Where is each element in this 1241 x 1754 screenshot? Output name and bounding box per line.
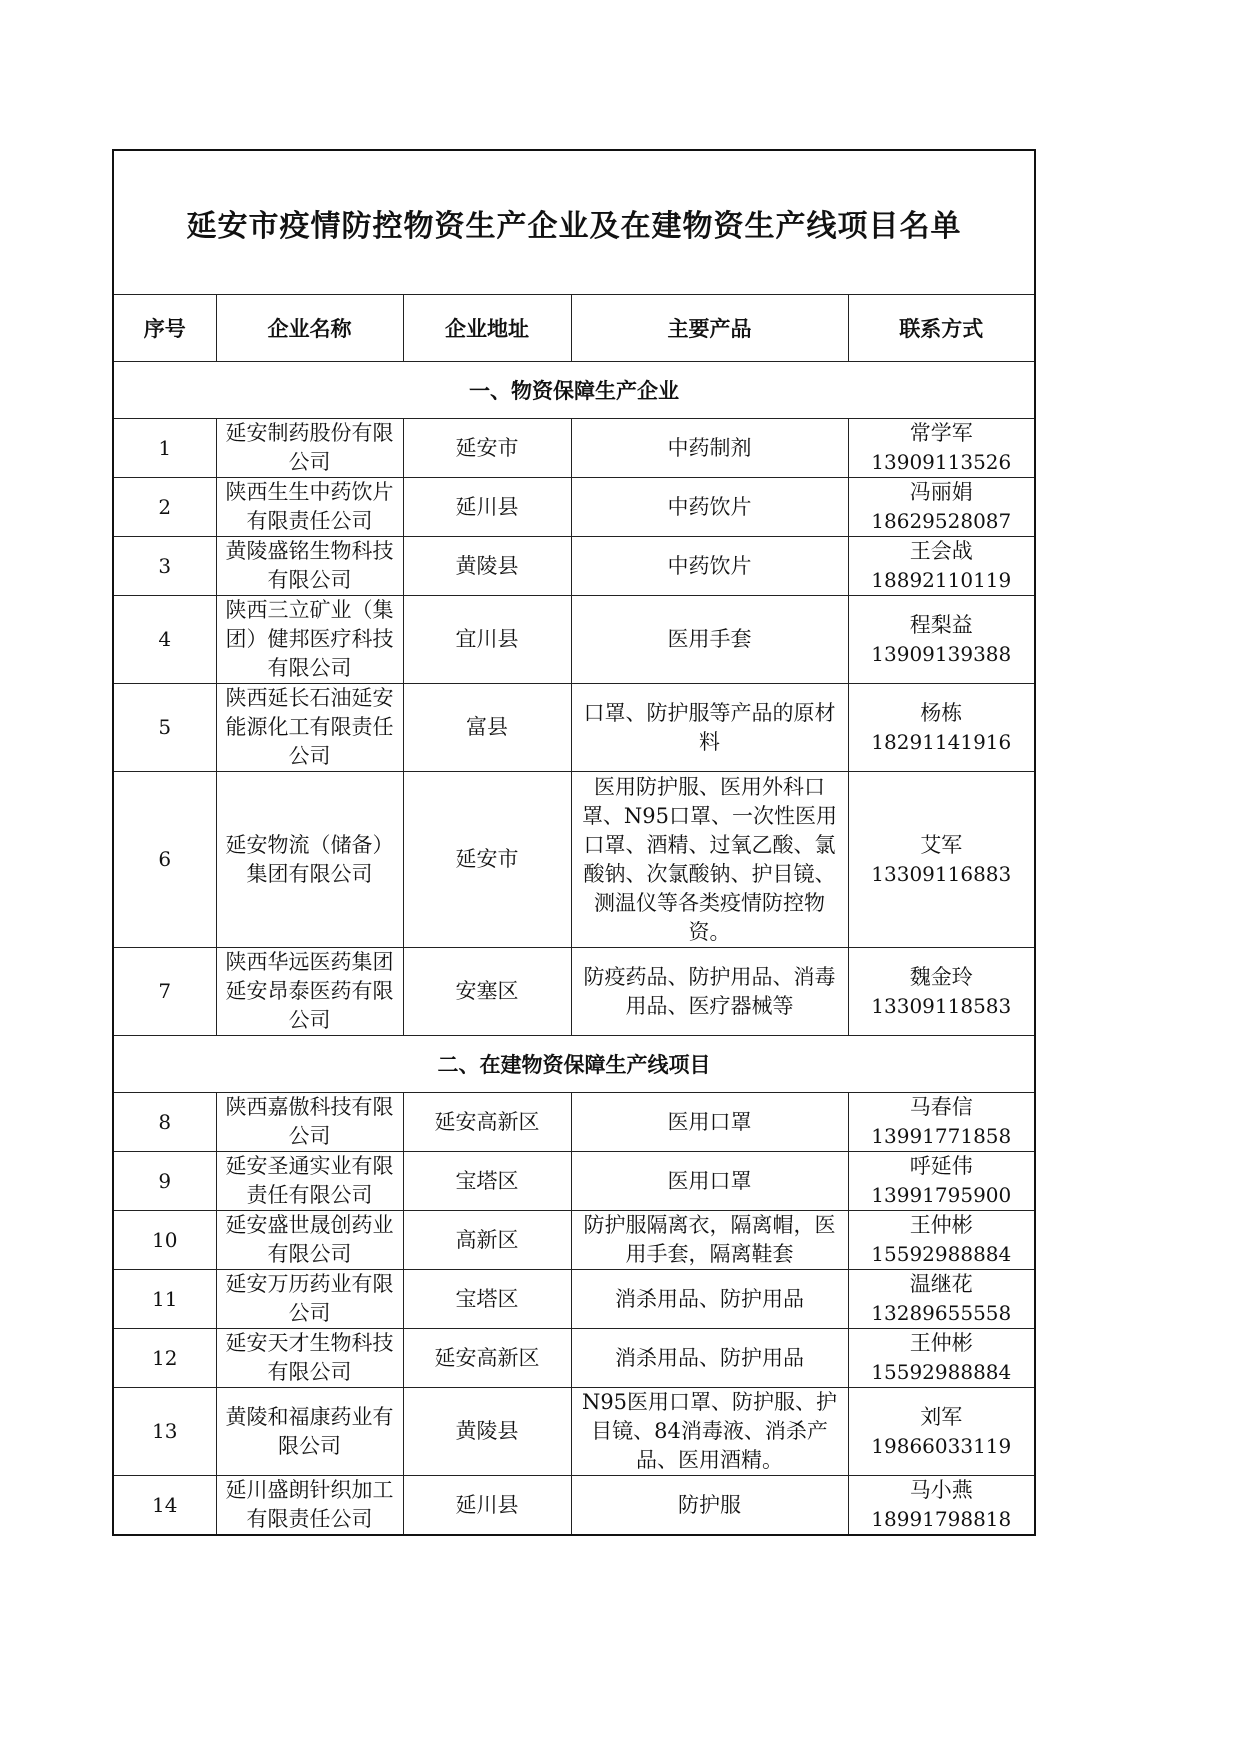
document-title: 延安市疫情防控物资生产企业及在建物资生产线项目名单 <box>113 150 1035 295</box>
cell-company: 延安圣通实业有限责任有限公司 <box>216 1152 403 1211</box>
cell-serial: 14 <box>113 1476 216 1536</box>
cell-serial: 10 <box>113 1211 216 1270</box>
cell-product: 医用口罩 <box>571 1152 848 1211</box>
cell-address: 宝塔区 <box>403 1270 571 1329</box>
contact-name: 刘军 <box>920 1404 963 1429</box>
contact-name: 艾军 <box>920 832 963 857</box>
cell-product: 消杀用品、防护用品 <box>571 1329 848 1388</box>
cell-address: 安塞区 <box>403 948 571 1036</box>
contact-phone: 13309116883 <box>871 861 1012 886</box>
cell-contact <box>848 1270 1035 1329</box>
cell-company: 延安万历药业有限公司 <box>216 1270 403 1329</box>
cell-serial: 7 <box>113 948 216 1036</box>
cell-company: 黄陵盛铭生物科技有限公司 <box>216 537 403 596</box>
contact-name: 程梨益 <box>909 612 973 637</box>
table-row <box>113 948 1035 1036</box>
section-header-row <box>113 1036 1035 1093</box>
contact-phone: 13309118583 <box>871 993 1012 1018</box>
cell-serial: 8 <box>113 1093 216 1152</box>
table-row <box>113 478 1035 537</box>
cell-company: 陕西延长石油延安能源化工有限责任公司 <box>216 684 403 772</box>
cell-company: 陕西嘉傲科技有限公司 <box>216 1093 403 1152</box>
contact-name: 马春信 <box>909 1095 973 1119</box>
section-header-row <box>113 362 1035 419</box>
contact-phone: 13909139388 <box>871 641 1012 666</box>
cell-company: 延安制药股份有限公司 <box>216 419 403 478</box>
contact-name: 王仲彬 <box>909 1213 973 1237</box>
cell-address: 黄陵县 <box>403 537 571 596</box>
contact-name: 温继花 <box>909 1272 973 1296</box>
table-row <box>113 1476 1035 1536</box>
cell-product: N95医用口罩、防护服、护目镜、84消毒液、消杀产品、医用酒精。 <box>571 1388 848 1476</box>
cell-serial: 3 <box>113 537 216 596</box>
cell-contact <box>848 596 1035 684</box>
contact-phone: 18991798818 <box>871 1507 1012 1531</box>
contact-name: 杨栋 <box>920 700 963 725</box>
cell-product: 消杀用品、防护用品 <box>571 1270 848 1329</box>
contact-phone: 18291141916 <box>871 729 1012 754</box>
cell-address: 宜川县 <box>403 596 571 684</box>
contact-name: 常学军 <box>909 421 973 445</box>
cell-serial: 5 <box>113 684 216 772</box>
cell-contact <box>848 1211 1035 1270</box>
contact-phone: 13289655558 <box>871 1301 1012 1325</box>
cell-product: 中药制剂 <box>571 419 848 478</box>
cell-contact <box>848 1152 1035 1211</box>
cell-contact <box>848 1476 1035 1536</box>
section-title: 一、物资保障生产企业 <box>113 362 1035 419</box>
table-row <box>113 537 1035 596</box>
cell-product: 医用防护服、医用外科口罩、N95口罩、一次性医用口罩、酒精、过氧乙酸、氯酸钠、次氯酸钠、护目镜、测温仪等各类疫情防控物资。 <box>571 772 848 948</box>
contact-phone: 19866033119 <box>871 1433 1012 1458</box>
table-row <box>113 772 1035 948</box>
cell-product: 防护服 <box>571 1476 848 1536</box>
header-serial: 序号 <box>113 295 216 362</box>
cell-address: 富县 <box>403 684 571 772</box>
contact-phone: 13991771858 <box>871 1124 1012 1148</box>
table-row <box>113 684 1035 772</box>
header-product: 主要产品 <box>571 295 848 362</box>
table-row <box>113 1329 1035 1388</box>
cell-contact <box>848 948 1035 1036</box>
cell-contact <box>848 1329 1035 1388</box>
cell-company: 延安天才生物科技有限公司 <box>216 1329 403 1388</box>
table-header-row <box>113 295 1035 362</box>
cell-serial: 1 <box>113 419 216 478</box>
contact-name: 王会战 <box>909 539 973 563</box>
cell-serial: 2 <box>113 478 216 537</box>
table-row <box>113 1152 1035 1211</box>
table-row <box>113 596 1035 684</box>
cell-serial: 9 <box>113 1152 216 1211</box>
table-row <box>113 1211 1035 1270</box>
cell-serial: 4 <box>113 596 216 684</box>
cell-address: 延安高新区 <box>403 1329 571 1388</box>
contact-phone: 15592988884 <box>871 1242 1012 1266</box>
cell-product: 防疫药品、防护用品、消毒用品、医疗器械等 <box>571 948 848 1036</box>
cell-address: 延安市 <box>403 772 571 948</box>
cell-address: 延安市 <box>403 419 571 478</box>
cell-company: 延川盛朗针织加工有限责任公司 <box>216 1476 403 1536</box>
contact-name: 马小燕 <box>909 1478 973 1502</box>
cell-serial: 13 <box>113 1388 216 1476</box>
cell-contact <box>848 537 1035 596</box>
cell-product: 中药饮片 <box>571 537 848 596</box>
cell-company: 延安盛世晟创药业有限公司 <box>216 1211 403 1270</box>
cell-product: 医用口罩 <box>571 1093 848 1152</box>
cell-contact <box>848 478 1035 537</box>
cell-address: 黄陵县 <box>403 1388 571 1476</box>
contact-phone: 18629528087 <box>871 509 1012 533</box>
contact-name: 冯丽娟 <box>909 480 973 504</box>
cell-contact <box>848 1388 1035 1476</box>
cell-contact <box>848 1093 1035 1152</box>
cell-company: 陕西华远医药集团延安昂泰医药有限公司 <box>216 948 403 1036</box>
cell-contact <box>848 772 1035 948</box>
contact-name: 魏金玲 <box>909 964 973 989</box>
cell-contact <box>848 419 1035 478</box>
cell-company: 延安物流（储备）集团有限公司 <box>216 772 403 948</box>
cell-product: 医用手套 <box>571 596 848 684</box>
cell-company: 陕西三立矿业（集团）健邦医疗科技有限公司 <box>216 596 403 684</box>
contact-phone: 18892110119 <box>871 568 1012 592</box>
cell-product: 口罩、防护服等产品的原材料 <box>571 684 848 772</box>
cell-product: 防护服隔离衣，隔离帽，医用手套，隔离鞋套 <box>571 1211 848 1270</box>
header-contact: 联系方式 <box>848 295 1035 362</box>
cell-address: 延安高新区 <box>403 1093 571 1152</box>
cell-address: 宝塔区 <box>403 1152 571 1211</box>
contact-name: 呼延伟 <box>909 1154 973 1178</box>
enterprise-list-table <box>112 149 1036 1536</box>
contact-phone: 15592988884 <box>871 1360 1012 1384</box>
cell-serial: 6 <box>113 772 216 948</box>
contact-name: 王仲彬 <box>909 1331 973 1355</box>
table-row <box>113 1270 1035 1329</box>
cell-address: 延川县 <box>403 478 571 537</box>
table-row <box>113 419 1035 478</box>
cell-product: 中药饮片 <box>571 478 848 537</box>
table-row <box>113 1093 1035 1152</box>
cell-serial: 11 <box>113 1270 216 1329</box>
cell-address: 延川县 <box>403 1476 571 1536</box>
cell-serial: 12 <box>113 1329 216 1388</box>
section-title: 二、在建物资保障生产线项目 <box>113 1036 1035 1093</box>
cell-company: 黄陵和福康药业有限公司 <box>216 1388 403 1476</box>
header-company: 企业名称 <box>216 295 403 362</box>
cell-contact <box>848 684 1035 772</box>
cell-company: 陕西生生中药饮片有限责任公司 <box>216 478 403 537</box>
table-row <box>113 1388 1035 1476</box>
cell-address: 高新区 <box>403 1211 571 1270</box>
header-address: 企业地址 <box>403 295 571 362</box>
contact-phone: 13909113526 <box>871 450 1012 474</box>
contact-phone: 13991795900 <box>871 1183 1012 1207</box>
